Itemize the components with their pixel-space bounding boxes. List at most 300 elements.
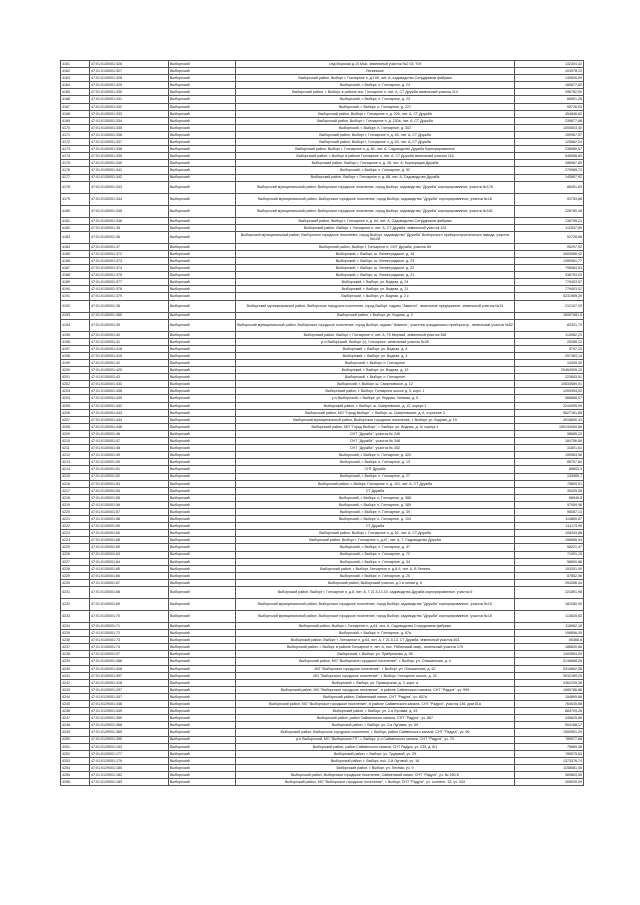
- table-row: [61, 243, 584, 250]
- address-cell: Выборгский муниципальный район, Выборгское городское поселение, город Выборг, садоводство "Дружба" корпорированное, участок №16: [236, 611, 515, 623]
- cadastral-value-cell: 1209354,02: [515, 388, 584, 395]
- district-cell: Выборгский: [169, 103, 236, 110]
- cadastral-value-cell: 133989,7: [515, 473, 584, 480]
- district-cell: Выборгский: [169, 167, 236, 174]
- row-number-cell: 4181: [61, 217, 90, 224]
- cadastral-number-cell: 47:01:0130001:55: [90, 494, 169, 501]
- cadastral-number-cell: 47:01:0130001:386: [90, 658, 169, 665]
- row-number-cell: 4254: [61, 764, 90, 771]
- district-cell: Выборгский: [169, 423, 236, 430]
- row-number-cell: 4207: [61, 416, 90, 423]
- cadastral-number-cell: 47:01:0130001:67: [90, 579, 169, 586]
- district-cell: Выборгский: [169, 508, 236, 515]
- cadastral-value-cell: 10439,30: [515, 360, 584, 367]
- cadastral-value-cell: 154895,66: [515, 693, 584, 700]
- cadastral-value-cell: 198896,05: [515, 630, 584, 637]
- table-row: [61, 623, 584, 630]
- cadastral-number-cell: 47:01:0130001:63: [90, 551, 169, 558]
- cadastral-number-cell: 47:01:0130001:379: [90, 293, 169, 300]
- cadastral-number-cell: 47:01:0130001:378: [90, 286, 169, 293]
- cadastral-value-cell: 4083966,42: [515, 250, 584, 257]
- row-number-cell: 4222: [61, 523, 90, 530]
- table-row: [61, 272, 584, 279]
- cadastral-number-cell: 47:01:0130001:420: [90, 367, 169, 374]
- district-cell: Выборгский: [169, 131, 236, 138]
- row-number-cell: 4240: [61, 665, 90, 672]
- cadastral-number-cell: 47:01:0130001:53: [90, 480, 169, 487]
- cadastral-number-cell: 47:01:0130001:334: [90, 117, 169, 124]
- cadastral-number-cell: 47:01:0130001:331: [90, 96, 169, 103]
- row-number-cell: 4219: [61, 501, 90, 508]
- address-cell: Выборгский район, Выборг г, Гончарное п, д. 84, лит. А, Садоводство Дружба Корпорированное: [236, 146, 515, 153]
- row-number-cell: 4186: [61, 257, 90, 264]
- cadastral-number-cell: 47:01:0130001:57: [90, 508, 169, 515]
- row-number-cell: 4182: [61, 224, 90, 231]
- table-row: [61, 257, 584, 264]
- district-cell: Выборгский: [169, 494, 236, 501]
- cadastral-value-cell: 25285,12: [515, 338, 584, 345]
- row-number-cell: 4161: [61, 61, 90, 68]
- district-cell: Выборгский: [169, 257, 236, 264]
- table-row: [61, 160, 584, 167]
- district-cell: Выборгский: [169, 402, 236, 409]
- address-cell: Выборгский, г. Выборг, п. Гончарное, д. 389: [236, 501, 515, 508]
- address-cell: Выборгский, г. Выборг, п. Гончарное, д. 52: [236, 167, 515, 174]
- table-row: [61, 181, 584, 193]
- table-row: [61, 139, 584, 146]
- cadastral-value-cell: 114869,67: [515, 516, 584, 523]
- row-number-cell: 4251: [61, 743, 90, 750]
- address-cell: Выборгский муниципальный район, Выборгское городское поселение, город Выборг, садоводство "Дружба" Выборгского приборостроительного завода, участок №128: [236, 231, 515, 243]
- address-cell: Выборгский район, г. Выборг, Гончарное п, д.8-9, лит. А, В Ленина: [236, 565, 515, 572]
- table-row: [61, 300, 584, 312]
- row-number-cell: 4190: [61, 286, 90, 293]
- cadastral-value-cell: 96087,13: [515, 508, 584, 515]
- address-cell: Выборгский район, МО "Выборгское городское поселение", в районе Сайменского канала, СНТ "Радуга", уч. 999: [236, 686, 515, 693]
- row-number-cell: 4175: [61, 160, 90, 167]
- cadastral-value-cell: 296782,90: [515, 89, 584, 96]
- district-cell: Выборгский: [169, 572, 236, 579]
- district-cell: Выборгский: [169, 139, 236, 146]
- address-cell: СНТ "Дружба", участок № 352: [236, 445, 515, 452]
- cadastral-number-cell: 47:01:0130001:342: [90, 174, 169, 181]
- table-row: [61, 131, 584, 138]
- row-number-cell: 4235: [61, 630, 90, 637]
- cadastral-value-cell: 345625,86: [515, 715, 584, 722]
- address-cell: Выборгский район, Выборг г, Гончарное п, д. 63, лит. А, СТ Дружба: [236, 131, 515, 138]
- table-row: [61, 630, 584, 637]
- table-row: [61, 146, 584, 153]
- cadastral-value-cell: 226780,48: [515, 205, 584, 217]
- district-cell: Выборгский: [169, 672, 236, 679]
- district-cell: Выборгский: [169, 124, 236, 131]
- cadastral-value-cell: 5136668,28: [515, 658, 584, 665]
- district-cell: Выборгский: [169, 693, 236, 700]
- table-row: [61, 124, 584, 131]
- district-cell: Выборгский: [169, 473, 236, 480]
- row-number-cell: 4223: [61, 530, 90, 537]
- cadastral-number-cell: 47:01:0130001:48: [90, 445, 169, 452]
- row-number-cell: 4168: [61, 110, 90, 117]
- address-cell: Выборгский, г. Выборг, п. Гончарное, д. 221: [236, 103, 515, 110]
- row-number-cell: 4170: [61, 124, 90, 131]
- table-row: [61, 388, 584, 395]
- table-row: [61, 599, 584, 611]
- district-cell: Выборгский: [169, 544, 236, 551]
- cadastral-value-cell: 286987,80: [515, 160, 584, 167]
- table-row: [61, 331, 584, 338]
- cadastral-value-cell: 93753,88: [515, 193, 584, 205]
- row-number-cell: 4244: [61, 693, 90, 700]
- cadastral-value-cell: 112537,89: [515, 224, 584, 231]
- cadastral-value-cell: 5797,13: [515, 345, 584, 352]
- cadastral-number-cell: 47:01:0130001:50: [90, 459, 169, 466]
- cadastral-value-cell: 65368,8: [515, 637, 584, 644]
- cadastral-value-cell: 58221,47: [515, 544, 584, 551]
- cadastral-number-cell: 47:01:0130001:326: [90, 61, 169, 68]
- district-cell: Выборгский: [169, 160, 236, 167]
- cadastral-value-cell: 779403,57: [515, 279, 584, 286]
- table-row: [61, 89, 584, 96]
- address-cell: Выборгский район, Выборг г, Гончарное п, СНТ Дружба, участок 89: [236, 243, 515, 250]
- row-number-cell: 4199: [61, 360, 90, 367]
- address-cell: Выборгский район, г. Выборг, Гончарное п, д. 101, лит. А, СТ Дружба: [236, 480, 515, 487]
- address-cell: Выборгский, г. Выборг, ул. Водная, д. 3: [236, 352, 515, 359]
- row-number-cell: 4193: [61, 312, 90, 319]
- address-cell: Выборгский, г. Выборг, п. Гончарное, д. 388: [236, 494, 515, 501]
- cadastral-number-cell: 47:01:0130001:64: [90, 558, 169, 565]
- cadastral-number-cell: 47:01:0130001:444: [90, 416, 169, 423]
- district-cell: Выборгский: [169, 686, 236, 693]
- cadastral-number-cell: 47:01:0130001:68: [90, 537, 169, 544]
- cadastral-value-cell: 88451,83: [515, 181, 584, 193]
- cadastral-value-cell: 554188,17: [515, 722, 584, 729]
- address-cell: Выборгский район, Выборгское городское поселение, г. Выборг, район Сайменского канала, СНТ "Радуга", уч. 96: [236, 729, 515, 736]
- address-cell: Выборгский район, г. Выборг, ул. 2-я Луговая, уч. 49: [236, 722, 515, 729]
- table-row: [61, 452, 584, 459]
- district-cell: Выборгский: [169, 374, 236, 381]
- cadastral-value-cell: 1373376,74: [515, 757, 584, 764]
- district-cell: Выборгский: [169, 286, 236, 293]
- district-cell: Выборгский: [169, 117, 236, 124]
- table-row: [61, 153, 584, 160]
- cadastral-value-cell: 308939,09: [515, 779, 584, 786]
- cadastral-value-cell: 51728,68: [515, 231, 584, 243]
- cadastral-value-cell: 58800,86: [515, 558, 584, 565]
- cadastral-value-cell: 1689786,86: [515, 686, 584, 693]
- cadastral-value-cell: 5231989,29: [515, 293, 584, 300]
- address-cell: Выборгский район, Выборг г, Гончарное п, д. 28, лит. А, Корпорация Дружба: [236, 160, 515, 167]
- row-number-cell: 4184: [61, 243, 90, 250]
- cadastral-number-cell: 47:01:0130001:408: [90, 665, 169, 672]
- cadastral-value-cell: 156685,94: [515, 537, 584, 544]
- address-cell: МО "Выборгское городское поселение", г. Выборг, Гончарное шоссе, д. 32: [236, 672, 515, 679]
- table-row: [61, 544, 584, 551]
- address-cell: с.вд Морская д.10 Мыс, земельный участок №2 03, 709: [236, 61, 515, 68]
- cadastral-value-cell: 153301,09: [515, 565, 584, 572]
- cadastral-value-cell: 75809,01: [515, 480, 584, 487]
- address-cell: Выборгский район, Выборг г, Гончарное п, д. 230а, лит. А, СТ Дружба: [236, 117, 515, 124]
- address-cell: Выборгский, г. Выборг, ул. Водная, д. 21: [236, 286, 515, 293]
- district-cell: Выборгский: [169, 174, 236, 181]
- row-number-cell: 4173: [61, 146, 90, 153]
- table-row: [61, 338, 584, 345]
- district-cell: Выборгский: [169, 665, 236, 672]
- row-number-cell: 4213: [61, 459, 90, 466]
- table-row: [61, 312, 584, 319]
- row-number-cell: 4231: [61, 587, 90, 599]
- address-cell: Выборгский район, г. Выборг, ул. Лесная, уч. 9: [236, 764, 515, 771]
- cadastral-number-cell: 47:01:0130001:70: [90, 611, 169, 623]
- row-number-cell: 4226: [61, 551, 90, 558]
- cadastral-value-cell: 1005503,40: [515, 124, 584, 131]
- district-cell: Выборгский: [169, 279, 236, 286]
- address-cell: Выборгский район, район Сайменского канала, СНТ "Радуга", уч. 867: [236, 715, 515, 722]
- row-number-cell: 4200: [61, 367, 90, 374]
- row-number-cell: 4243: [61, 686, 90, 693]
- table-row: [61, 416, 584, 423]
- table-row: [61, 530, 584, 537]
- row-number-cell: 4234: [61, 623, 90, 630]
- district-cell: Выборгский: [169, 480, 236, 487]
- table-row: [61, 480, 584, 487]
- cadastral-number-cell: 47:01:0130001:59: [90, 523, 169, 530]
- cadastral-number-cell: 47:01:0130001:373: [90, 257, 169, 264]
- table-row: [61, 637, 584, 644]
- address-cell: Выборгский район, Выборгское городское поселение, Сайменский канал, СНТ "Радуга", уч. № 250 Б: [236, 771, 515, 778]
- address-cell: Выборгский район, Выборг г, Гончарное п, д. 226, лит. А, СТ Дружба: [236, 110, 515, 117]
- row-number-cell: 4227: [61, 558, 90, 565]
- table-row: [61, 587, 584, 599]
- cadastral-value-cell: 71391,15: [515, 551, 584, 558]
- cadastral-number-cell: 47:01:0129001:347: [90, 693, 169, 700]
- cadastral-value-cell: 223843,51: [515, 374, 584, 381]
- cadastral-number-cell: 47:01:0130001:341: [90, 167, 169, 174]
- cadastral-number-cell: 47:01:0129001:179: [90, 757, 169, 764]
- cadastral-number-cell: 47:01:0130001:443: [90, 409, 169, 416]
- cadastral-value-cell: 113082,23: [515, 331, 584, 338]
- row-number-cell: 4191: [61, 293, 90, 300]
- cadastral-number-cell: 47:01:0130001:40: [90, 331, 169, 338]
- district-cell: Выборгский: [169, 551, 236, 558]
- row-number-cell: 4204: [61, 395, 90, 402]
- row-number-cell: 4187: [61, 265, 90, 272]
- cadastral-value-cell: 186830,68: [515, 644, 584, 651]
- address-cell: Выборгский район, МО "Город Выборг", г. Выборг, ул. Водная, д. 3г, корпус 1: [236, 423, 515, 430]
- table-row: [61, 686, 584, 693]
- cadastral-number-cell: 47:01:0129001:350: [90, 715, 169, 722]
- cadastral-number-cell: 47:01:0130001:397: [90, 672, 169, 679]
- row-number-cell: 4229: [61, 572, 90, 579]
- table-row: [61, 286, 584, 293]
- table-row: [61, 743, 584, 750]
- row-number-cell: 4192: [61, 300, 90, 312]
- cadastral-number-cell: 47:01:0130001:97: [90, 651, 169, 658]
- table-row: [61, 665, 584, 672]
- cadastral-number-cell: 47:01:0130001:442: [90, 402, 169, 409]
- row-number-cell: 4169: [61, 117, 90, 124]
- district-cell: Выборгский: [169, 708, 236, 715]
- table-row: [61, 250, 584, 257]
- table-row: [61, 722, 584, 729]
- address-cell: Выборгский, г. Выборг, ул. Водная, д. 19: [236, 367, 515, 374]
- address-cell: Выборгский, г. Выборг, п. Гончарное: [236, 374, 515, 381]
- cadastral-number-cell: 47:01:0130001:446: [90, 423, 169, 430]
- address-cell: Выборгский район, Выборг г, Гончарное п, лит. А, ГК Мирный, земельный участок 356: [236, 331, 515, 338]
- cadastral-value-cell: 66991,28: [515, 96, 584, 103]
- table-row: [61, 110, 584, 117]
- row-number-cell: 4245: [61, 701, 90, 708]
- cadastral-value-cell: 68946,8: [515, 494, 584, 501]
- table-row: [61, 558, 584, 565]
- row-number-cell: 4185: [61, 250, 90, 257]
- district-cell: Выборгский: [169, 243, 236, 250]
- cadastral-value-cell: 1550991,29: [515, 729, 584, 736]
- row-number-cell: 4179: [61, 193, 90, 205]
- district-cell: Выборгский: [169, 367, 236, 374]
- cadastral-value-cell: 95726,93: [515, 103, 584, 110]
- district-cell: Выборгский: [169, 530, 236, 537]
- cadastral-number-cell: 47:01:0129001:368: [90, 722, 169, 729]
- row-number-cell: 4211: [61, 445, 90, 452]
- cadastral-number-cell: 47:01:0130001:65: [90, 565, 169, 572]
- cadastral-number-cell: 47:01:0129001:390: [90, 736, 169, 743]
- row-number-cell: 4188: [61, 272, 90, 279]
- table-row: [61, 75, 584, 82]
- cadastral-number-cell: 47:01:0130001:318: [90, 679, 169, 686]
- row-number-cell: 4196: [61, 338, 90, 345]
- cadastral-number-cell: 47:01:0130001:340: [90, 160, 169, 167]
- cadastral-value-cell: 2244995,99: [515, 402, 584, 409]
- cadastral-number-cell: 47:01:0129001:153: [90, 743, 169, 750]
- table-row: [61, 82, 584, 89]
- table-row: [61, 167, 584, 174]
- cadastral-value-cell: 764535,88: [515, 701, 584, 708]
- address-cell: Выборгский, г. Выборг, ш. Ленинградское, д. 22: [236, 265, 515, 272]
- address-cell: р-н Выборгский, Выборг (г), Гончарное, земельный участок №36: [236, 338, 515, 345]
- cadastral-value-cell: 212107,93: [515, 300, 584, 312]
- cadastral-number-cell: 47:01:0130001:74: [90, 644, 169, 651]
- table-row: [61, 672, 584, 679]
- table-row: [61, 438, 584, 445]
- cadastral-number-cell: 47:01:0130001:335: [90, 124, 169, 131]
- row-number-cell: 4201: [61, 374, 90, 381]
- address-cell: Выборгский район, г. Выборг, Гончарное шоссе д. 5, корп. 1: [236, 388, 515, 395]
- address-cell: Выборгский, г. Выборг, ул. Водная, д. 2 к: [236, 293, 515, 300]
- table-row: [61, 658, 584, 665]
- row-number-cell: 4241: [61, 672, 90, 679]
- address-cell: Выборгский, г. Выборг, п. Гончарное, д. 320: [236, 452, 515, 459]
- cadastral-number-cell: 47:01:0130001:69: [90, 544, 169, 551]
- row-number-cell: 4203: [61, 388, 90, 395]
- address-cell: Выборгский, г. Выборг, п. Гончарное, д. 67а: [236, 630, 515, 637]
- address-cell: Выборгский муниципальный район, Выборгское городское поселение, город Выборг, садоводство "Дружба" корпорированное, участок №15: [236, 599, 515, 611]
- district-cell: Выборгский: [169, 319, 236, 331]
- address-cell: Выборгский район, Выборг г, Гончарное п, д. 62, лит. А, СТ Дружба: [236, 530, 515, 537]
- address-cell: р-н Выборгский, МО "Выборгское ГП", г. Выборг, р-н Сайменского канала, СНТ "Радуга", уч. 70: [236, 736, 515, 743]
- row-number-cell: 4189: [61, 279, 90, 286]
- address-cell: Выборгский, г. Выборг, ш. Ленинградское, д. 16: [236, 250, 515, 257]
- table-row: [61, 61, 584, 68]
- cadastral-value-cell: 1359961,77: [515, 257, 584, 264]
- table-row: [61, 494, 584, 501]
- cadastral-number-cell: 47:01:0130001:58: [90, 516, 169, 523]
- cadastral-number-cell: 47:01:0130001:39: [90, 319, 169, 331]
- table-row: [61, 68, 584, 75]
- table-row: [61, 430, 584, 437]
- cadastral-value-cell: 221891,98: [515, 587, 584, 599]
- row-number-cell: 4205: [61, 402, 90, 409]
- address-cell: Выборгский район, район Сайменского канала, СНТ Радуга, уч. 235, д. 6/1: [236, 743, 515, 750]
- district-cell: Выборгский: [169, 438, 236, 445]
- cadastral-number-cell: 47:01:0129001:297: [90, 686, 169, 693]
- address-cell: Выборгский район, Выборг г, Гончарное п, д.64, лит. А, Г 21,5,13, СТ Дружба, земельный участок 403: [236, 637, 515, 644]
- cadastral-value-cell: 257383,14: [515, 352, 584, 359]
- row-number-cell: 4215: [61, 473, 90, 480]
- cadastral-value-cell: 338793,03: [515, 272, 584, 279]
- district-cell: Выборгский: [169, 217, 236, 224]
- cadastral-value-cell: 884709,28: [515, 708, 584, 715]
- table-row: [61, 750, 584, 757]
- district-cell: Выборгский: [169, 501, 236, 508]
- row-number-cell: 4218: [61, 494, 90, 501]
- district-cell: Выборгский: [169, 89, 236, 96]
- cadastral-number-cell: 47:01:0130001:436: [90, 388, 169, 395]
- cadastral-number-cell: 47:01:0130001:328: [90, 75, 169, 82]
- address-cell: Выборгский, г. Выборг, п. Гончарное, д. 302: [236, 124, 515, 131]
- cadastral-value-cell: 159563,56: [515, 452, 584, 459]
- row-number-cell: 4232: [61, 599, 90, 611]
- address-cell: Выборгский муниципальный район, Выборгское городское поселение, г. Выборг, ул. Водная, д. 19: [236, 416, 515, 423]
- address-cell: Выборгский район, г. Выборг в районе Гончарное п, лит. А, СТ Дружба земельный участок 116: [236, 153, 515, 160]
- cadastral-number-cell: 47:01:0130001:35: [90, 224, 169, 231]
- cadastral-number-cell: 47:01:0130001:372: [90, 250, 169, 257]
- address-cell: Выборгский район, Выборг г, Гончарное п, лит. А, СТ Дружба, земельный участок 123: [236, 224, 515, 231]
- table-row: [61, 715, 584, 722]
- cadastral-number-cell: 47:01:0130001:41: [90, 338, 169, 345]
- address-cell: МО "Выборгское городское поселение", г. Выборг, ул. Ольшанская, д. 62: [236, 665, 515, 672]
- table-row: [61, 501, 584, 508]
- address-cell: Выборгский, г. Выборг, п. Гончарное, д. 47: [236, 544, 515, 551]
- district-cell: Выборгский: [169, 345, 236, 352]
- district-cell: Выборгский: [169, 623, 236, 630]
- row-number-cell: 4166: [61, 96, 90, 103]
- row-number-cell: 4194: [61, 319, 90, 331]
- cadastral-number-cell: 47:01:0130001:338: [90, 146, 169, 153]
- cadastral-value-cell: 150134060,66: [515, 423, 584, 430]
- cadastral-value-cell: 185877,82: [515, 82, 584, 89]
- cadastral-number-cell: 47:01:0130001:72: [90, 630, 169, 637]
- district-cell: Выборгский: [169, 651, 236, 658]
- row-number-cell: 4162: [61, 68, 90, 75]
- cadastral-value-cell: 779403,57: [515, 286, 584, 293]
- address-cell: Выборгский, г. Выборг, ул. Водная, д. 8: [236, 345, 515, 352]
- district-cell: Выборгский: [169, 416, 236, 423]
- cadastral-value-cell: 103978,12: [515, 68, 584, 75]
- district-cell: Выборгский: [169, 181, 236, 193]
- cadastral-value-cell: 183280,90: [515, 599, 584, 611]
- cadastral-value-cell: 3362209,36: [515, 679, 584, 686]
- cadastral-value-cell: 118962,16: [515, 623, 584, 630]
- cadastral-value-cell: 184756,89: [515, 438, 584, 445]
- cadastral-value-cell: 75889,48: [515, 743, 584, 750]
- row-number-cell: 4174: [61, 153, 90, 160]
- table-row: [61, 231, 584, 243]
- row-number-cell: 4249: [61, 729, 90, 736]
- cadastral-number-cell: 47:01:0130001:47: [90, 438, 169, 445]
- row-number-cell: 4228: [61, 565, 90, 572]
- district-cell: Выборгский: [169, 757, 236, 764]
